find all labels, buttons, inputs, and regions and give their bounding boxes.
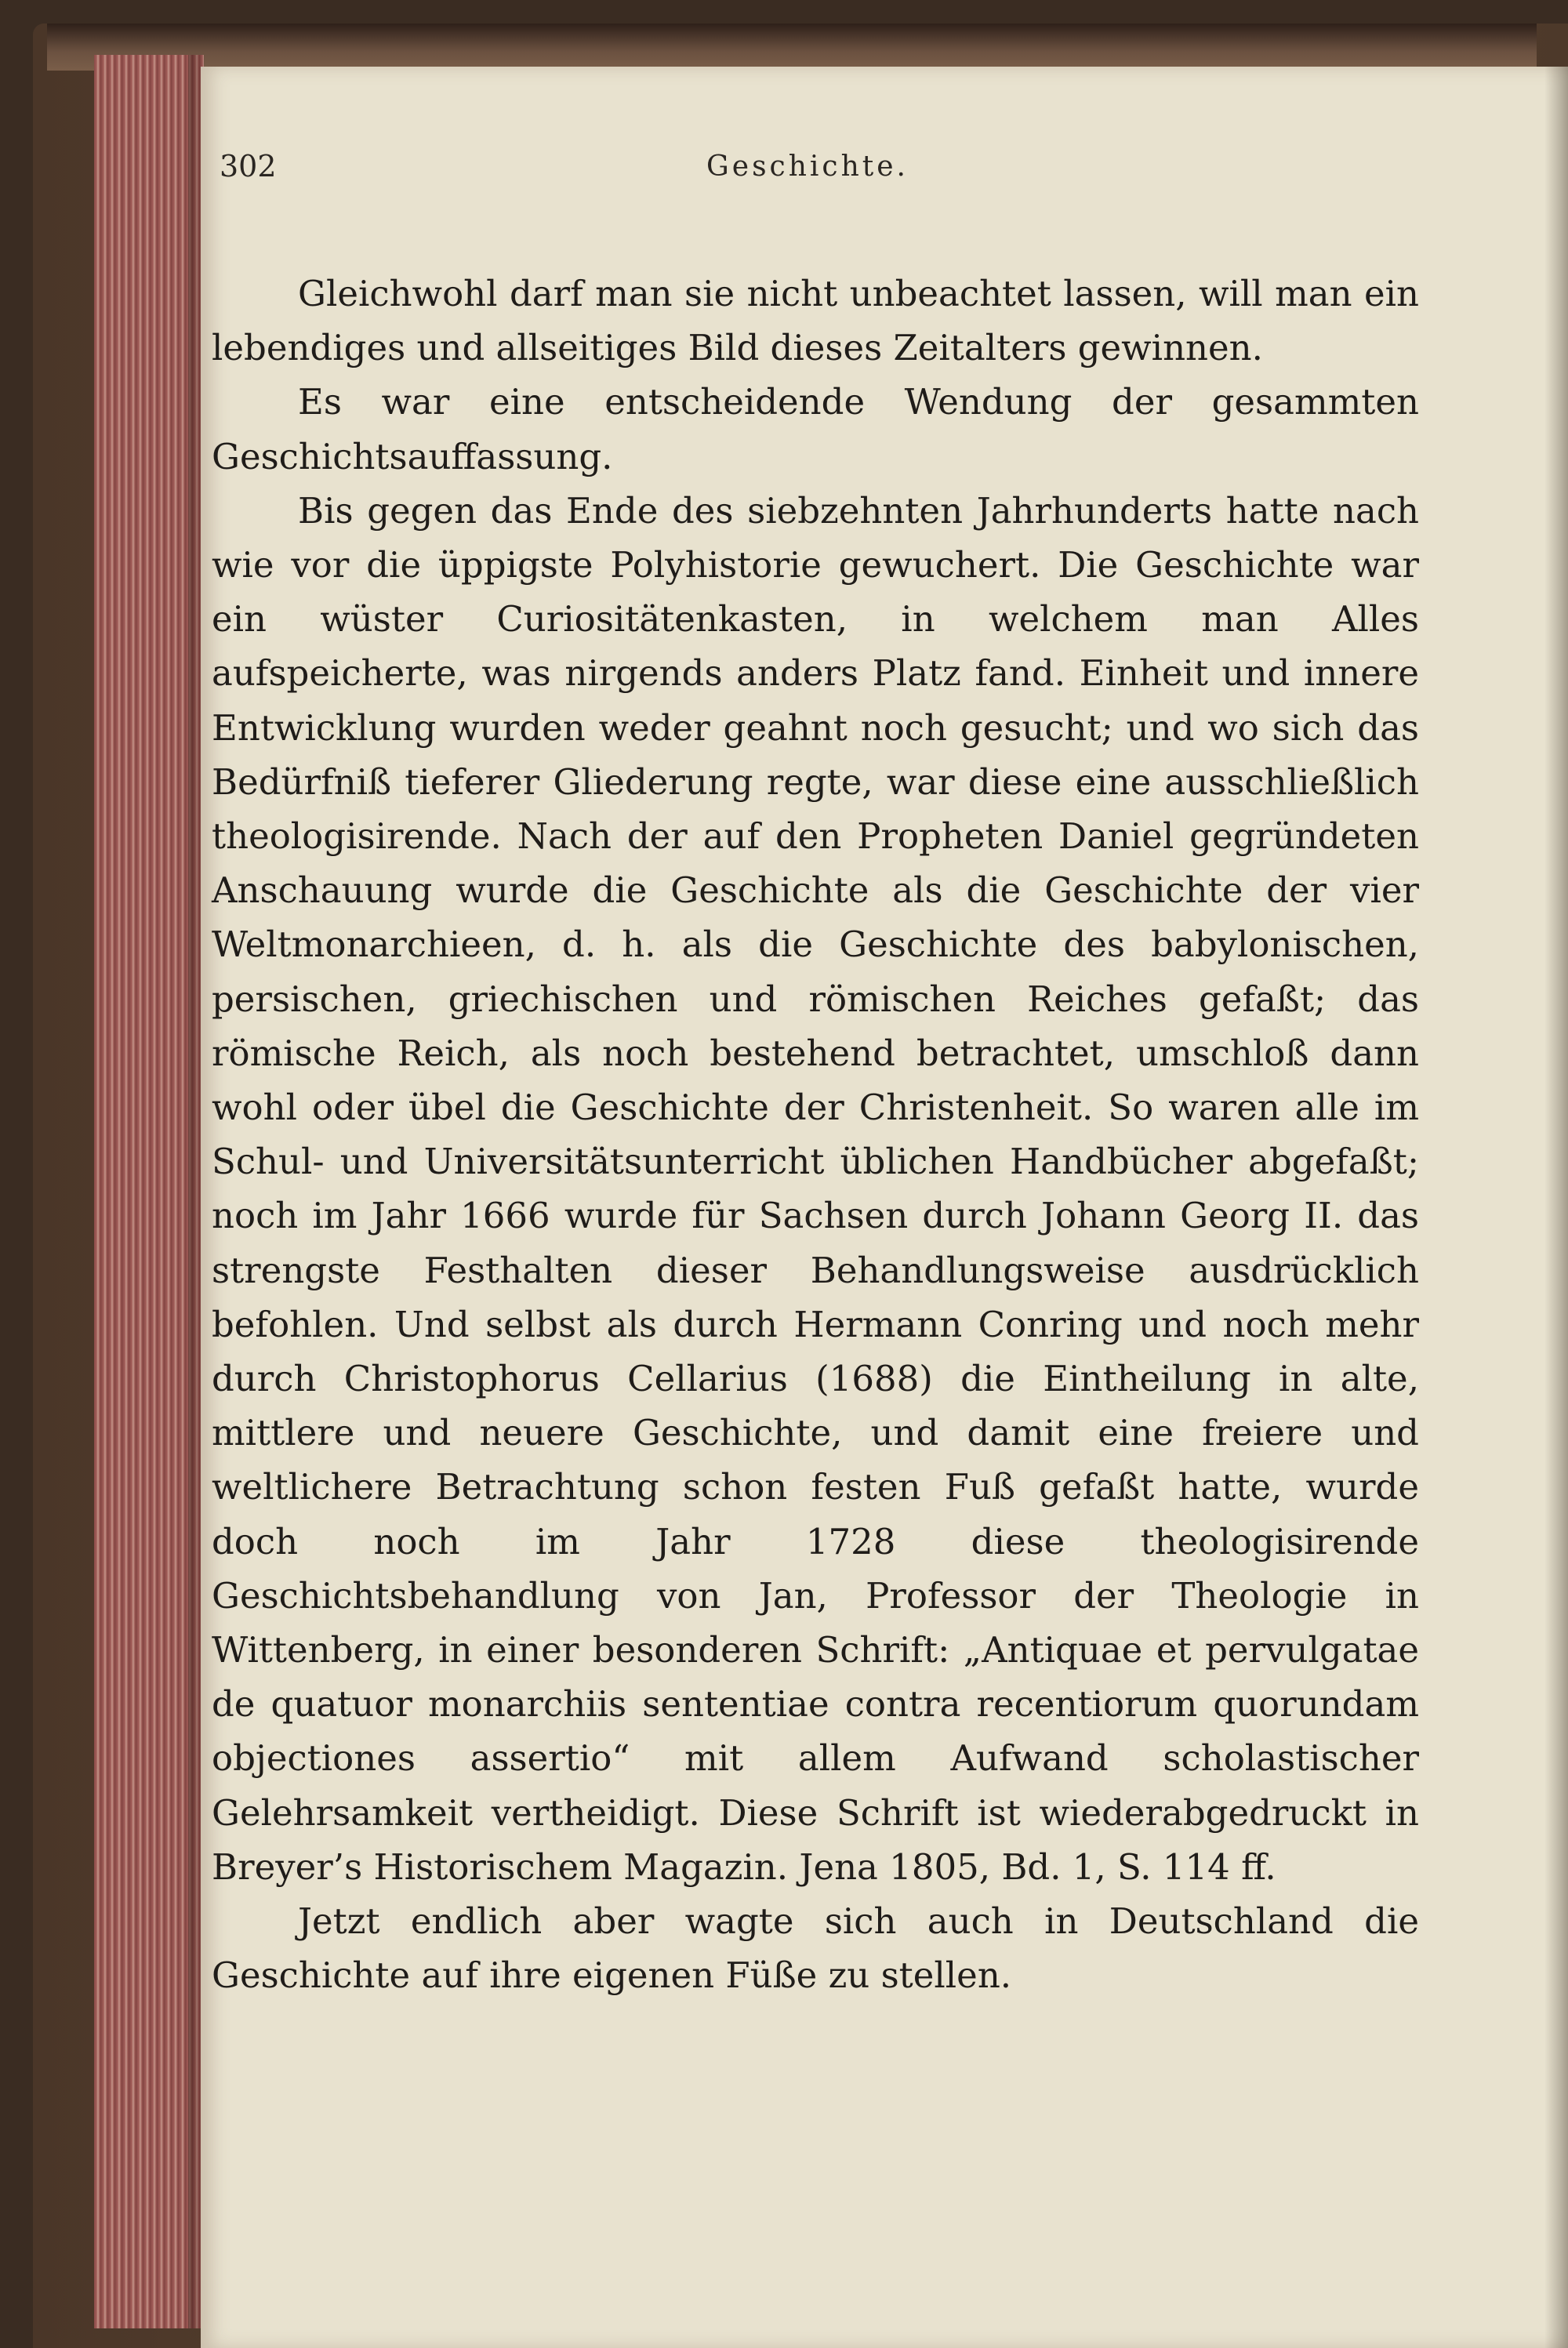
- page-header: [220, 149, 1396, 196]
- running-head: Geschichte.: [706, 151, 909, 183]
- page-gutter-shade: [1544, 67, 1568, 2348]
- page-body: [212, 267, 1419, 2003]
- page-fore-edge: [94, 55, 204, 2328]
- paragraph-4: Jetzt endlich aber wagte sich auch in Deutschland die Geschichte auf ihre eigenen Füße zu stellen.: [212, 1900, 1419, 1997]
- paragraph-2: Es war eine entscheidende Wendung der gesammten Geschichtsauffassung.: [212, 381, 1419, 477]
- paragraph-3: Bis gegen das Ende des siebzehnten Jahrhunderts hatte nach wie vor die üppigste Polyhistorie gewuchert. Die Geschichte war ein wüster Curiositätenkasten, in welchem man Alles aufspeicherte, was nirgends anders Platz fand. Einheit und innere Entwicklung wurden weder geahnt noch gesucht; und wo sich das Bedürfniß tieferer Gliederung regte, war diese eine ausschließlich theologisirende. Nach der auf den Propheten Daniel gegründeten Anschauung wurde die Geschichte als die Geschichte der vier Weltmonarchieen, d. h. als die Geschichte des babylonischen, persischen, griechischen und römischen Reiches gefaßt; das römische Reich, als noch bestehend betrachtet, umschloß dann wohl oder übel die Geschichte der Christenheit. So waren alle im Schul- und Universitätsunterricht üblichen Handbücher abgefaßt; noch im Jahr 1666 wurde für Sachsen durch Johann Georg II. das strengste Festhalten dieser Behandlungsweise ausdrücklich befohlen. Und selbst als durch Hermann Conring und noch mehr durch Christophorus Cellarius (1688) die Eintheilung in alte, mittlere und neuere Geschichte, und damit eine freiere und weltlichere Betrachtung schon festen Fuß gefaßt hatte, wurde doch noch im Jahr 1728 diese theologisirende Geschichtsbehandlung von Jan, Professor der Theologie in Wittenberg, in einer besonderen Schrift: „Antiquae et pervulgatae de quatuor monarchiis sententiae contra recentiorum quorundam objectiones assertio“ mit allem Aufwand scholastischer Gelehrsamkeit vertheidigt. Diese Schrift ist wiederabgedruckt in Breyer’s Historischem Magazin. Jena 1805, Bd. 1, S. 114 ff.: [212, 489, 1419, 1888]
- book-cover-top-edge: [47, 24, 1537, 71]
- page-number: 302: [220, 149, 277, 183]
- paragraph-1: Gleichwohl darf man sie nicht unbeachtet lassen, will man ein lebendiges und allseitiges Bild dieses Zeitalters gewinnen.: [212, 273, 1419, 369]
